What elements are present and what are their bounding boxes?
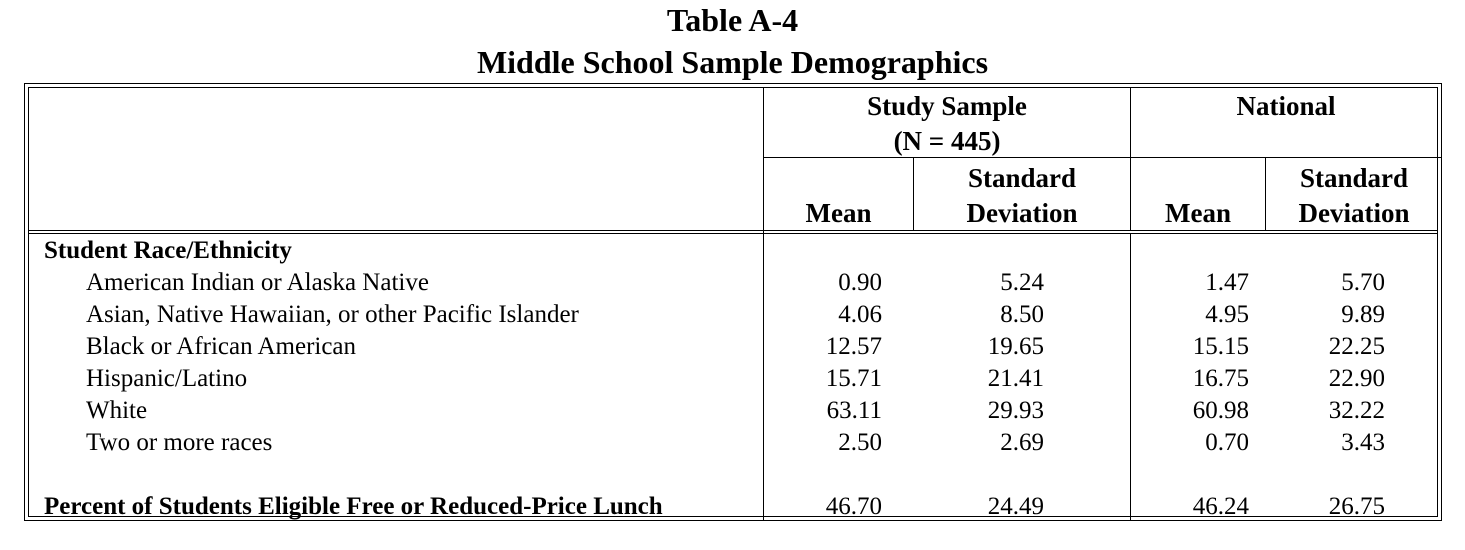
section-race-ethnicity: Student Race/Ethnicity <box>44 237 292 264</box>
study-mean-value: 2.50 <box>838 429 882 456</box>
national-mean-value: 1.47 <box>1205 269 1249 296</box>
study-mean-value: 12.57 <box>825 333 882 360</box>
study-mean-value: 15.71 <box>825 365 882 392</box>
national-mean-value: 16.75 <box>1192 365 1249 392</box>
national-mean-value: 4.95 <box>1205 301 1249 328</box>
study-sd-value: 5.24 <box>1000 269 1044 296</box>
national-mean-value: 46.24 <box>1192 493 1249 520</box>
study-mean-value: 0.90 <box>838 269 882 296</box>
national-sd-value: 3.43 <box>1341 429 1385 456</box>
row-label: Black or African American <box>86 333 357 360</box>
national-mean-value: 60.98 <box>1192 397 1249 424</box>
study-sd-value: 24.49 <box>987 493 1044 520</box>
header-national: National <box>1236 91 1336 121</box>
row-label: Two or more races <box>86 429 273 456</box>
row-label: Hispanic/Latino <box>86 365 248 392</box>
header-study-sd <box>914 161 1130 231</box>
study-mean-value: 63.11 <box>826 397 882 424</box>
national-sd-value: 22.25 <box>1328 333 1385 360</box>
table-title: Table A-4 <box>666 2 799 38</box>
study-mean-value: 46.70 <box>825 493 882 520</box>
header-national-mean: Mean <box>1165 198 1231 228</box>
header-study-sample <box>764 89 1130 159</box>
divider-study-national-double <box>1130 233 1131 521</box>
header-national-sd-line2: Deviation <box>1298 198 1410 228</box>
study-sd-value: 8.50 <box>1000 301 1044 328</box>
national-mean-value: 0.70 <box>1205 429 1249 456</box>
header-national-sd <box>1266 161 1442 231</box>
national-mean-value: 15.15 <box>1192 333 1249 360</box>
table-subtitle: Middle School Sample Demographics <box>476 44 989 80</box>
study-sd-value: 19.65 <box>987 333 1044 360</box>
header-study-sample-label: Study Sample <box>867 91 1027 121</box>
study-sd-value: 21.41 <box>987 365 1044 392</box>
header-study-mean: Mean <box>805 198 872 228</box>
header-study-sample-n: (N = 445) <box>893 126 1001 156</box>
header-study-sd-line2: Deviation <box>966 198 1078 228</box>
national-sd-value: 22.90 <box>1328 365 1385 392</box>
row-label: Asian, Native Hawaiian, or other Pacific Islander <box>86 301 579 328</box>
header-national-sd-line1: Standard <box>1299 163 1409 193</box>
header-study-sd-line1: Standard <box>967 163 1077 193</box>
row-label: White <box>86 397 148 424</box>
row-label-lunch: Percent of Students Eligible Free or Reduced-Price Lunch <box>44 493 663 520</box>
study-sd-value: 29.93 <box>987 397 1044 424</box>
row-label: American Indian or Alaska Native <box>86 269 429 296</box>
divider-header-body-2 <box>28 233 1438 234</box>
national-sd-value: 26.75 <box>1328 493 1385 520</box>
national-sd-value: 9.89 <box>1341 301 1385 328</box>
study-sd-value: 2.69 <box>1000 429 1044 456</box>
study-mean-value: 4.06 <box>838 301 882 328</box>
national-sd-value: 5.70 <box>1341 269 1385 296</box>
national-sd-value: 32.22 <box>1328 397 1385 424</box>
